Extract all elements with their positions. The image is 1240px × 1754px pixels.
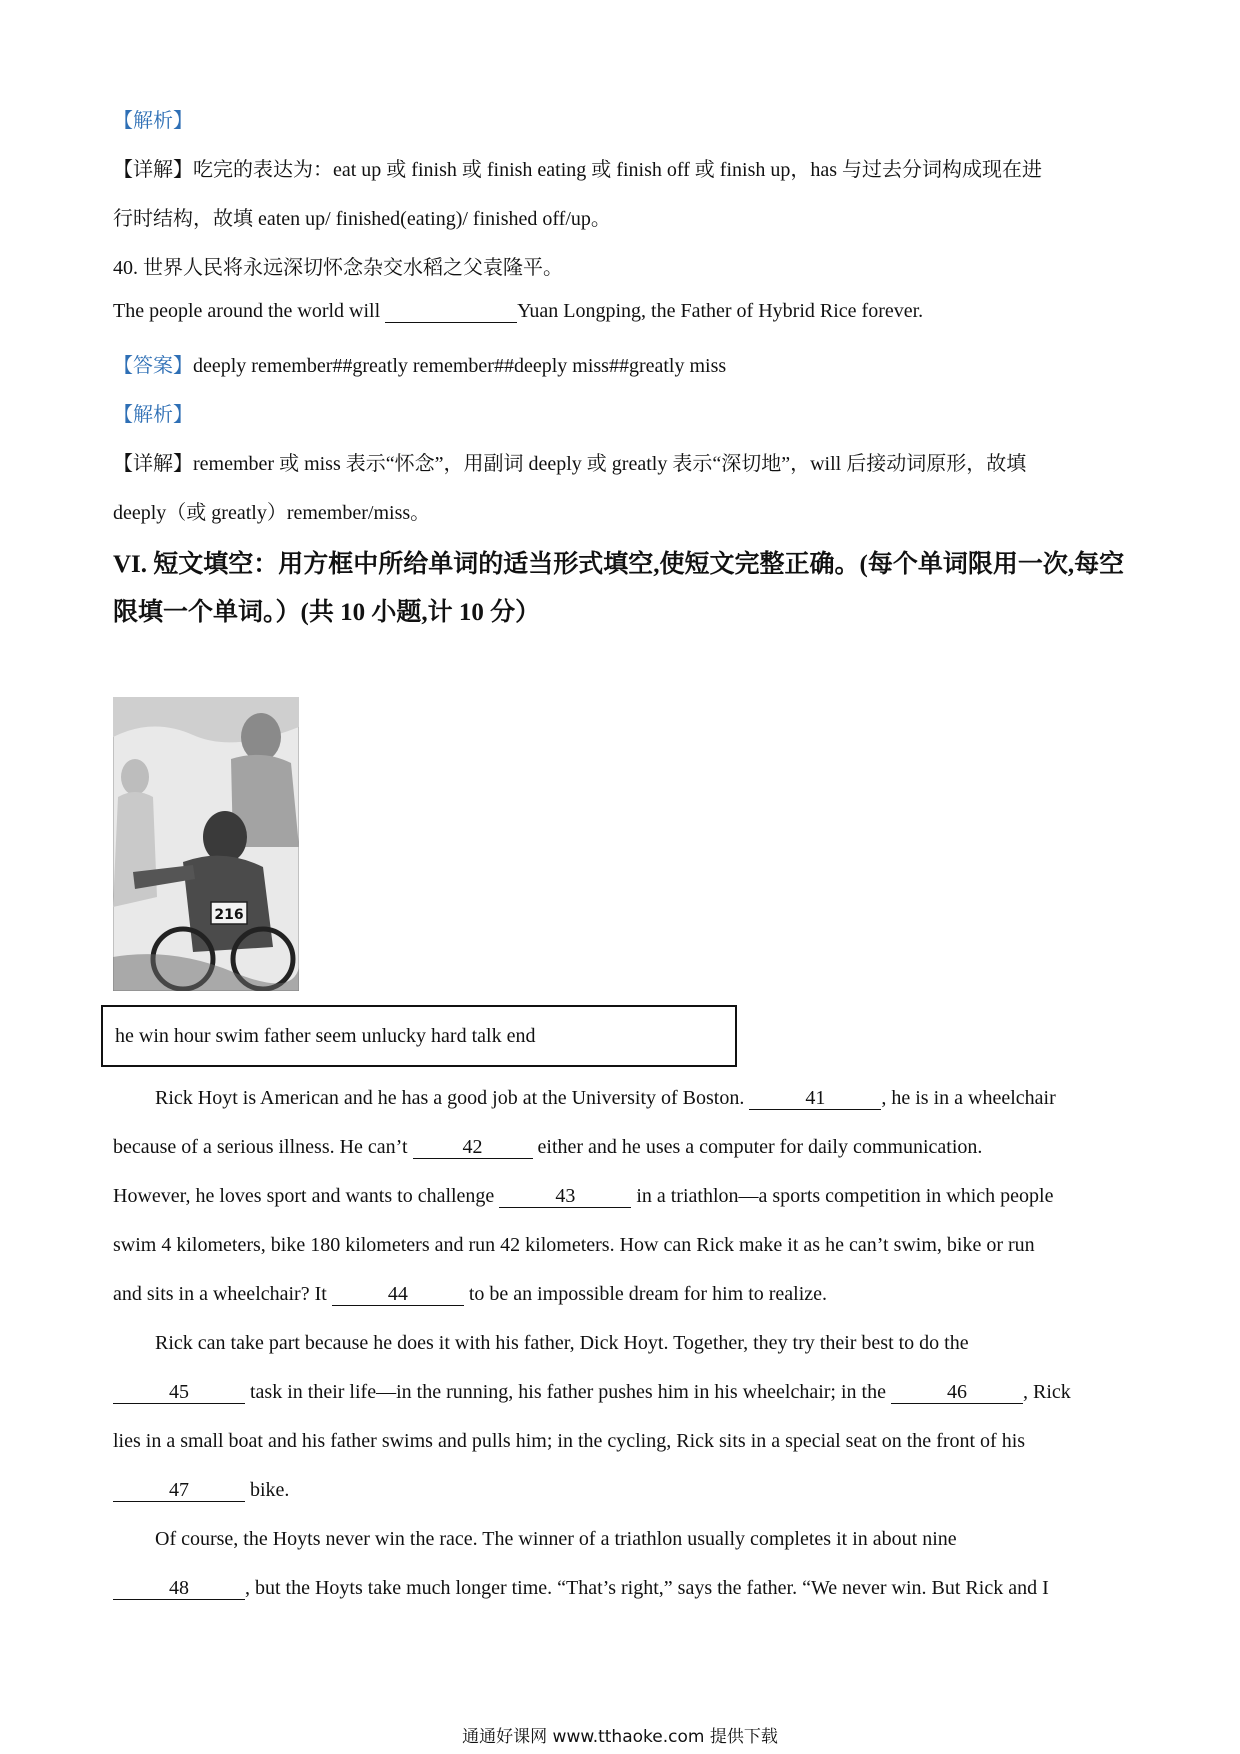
passage-line-1: Rick Hoyt is American and he has a good job at the University of Boston. 41 , he is in a wheelchair	[155, 1087, 1056, 1109]
passage-line-9: 47 bike.	[113, 1479, 289, 1502]
analysis-label-2: 【解析】	[113, 404, 193, 426]
explanation-39-line-1: 【详解】吃完的表达为：eat up 或 finish 或 finish eating 或 finish off 或 finish up，has 与过去分词构成现在进	[113, 159, 1043, 181]
passage-line-5: and sits in a wheelchair? It 44 to be an impossible dream for him to realize.	[113, 1283, 828, 1305]
explanation-40-line-1: 【详解】remember 或 miss 表示“怀念”，用副词 deeply 或 greatly 表示“深切地”，will 后接动词原形，故填	[113, 453, 1027, 475]
answer-40: 【答案】deeply remember##greatly remember##deeply miss##greatly miss	[113, 355, 727, 377]
section-heading-line-2: 限填一个单词。）(共 10 小题,计 10 分）	[113, 599, 541, 626]
passage-line-6: Rick can take part because he does it with his father, Dick Hoyt. Together, they try their best to do the	[155, 1332, 969, 1354]
blank-48: 48	[113, 1578, 245, 1600]
blank-44: 44	[332, 1284, 464, 1306]
blank-45: 45	[113, 1382, 245, 1404]
page-footer: 通通好课网 www.tthaoke.com 提供下载	[462, 1727, 778, 1747]
question-40-english: The people around the world will Yuan Longping, the Father of Hybrid Rice forever.	[113, 300, 924, 322]
section-heading-line-1: VI. 短文填空：用方框中所给单词的适当形式填空,使短文完整正确。(每个单词限用一次,每空	[113, 551, 1125, 578]
explanation-39-line-2: 行时结构，故填 eaten up/ finished(eating)/ finished off/up。	[113, 208, 611, 230]
word-bank-box: he win hour swim father seem unlucky hard talk end	[101, 1005, 737, 1067]
wheelchair-race-photo	[113, 697, 299, 991]
blank-46: 46	[891, 1382, 1023, 1404]
passage-line-11: 48 , but the Hoyts take much longer time. “That’s right,” says the father. “We never win. But Rick and I	[113, 1577, 1049, 1600]
answer-blank-40	[385, 301, 517, 323]
blank-47: 47	[113, 1480, 245, 1502]
question-40-chinese: 40. 世界人民将永远深切怀念杂交水稻之父袁隆平。	[113, 257, 563, 279]
bib-number: 216	[214, 907, 244, 923]
blank-43: 43	[499, 1186, 631, 1208]
analysis-label-1: 【解析】	[113, 110, 193, 132]
passage-line-2: because of a serious illness. He can’t 42 either and he uses a computer for daily communication.	[113, 1136, 983, 1158]
passage-line-3: However, he loves sport and wants to challenge 43 in a triathlon—a sports competition in which people	[113, 1185, 1054, 1207]
blank-42: 42	[413, 1137, 533, 1159]
explanation-40-line-2: deeply（或 greatly）remember/miss。	[113, 502, 431, 524]
blank-41: 41	[749, 1088, 881, 1110]
passage-line-7: 45 task in their life—in the running, his father pushes him in his wheelchair; in the 46 , Rick	[113, 1381, 1071, 1404]
passage-line-8: lies in a small boat and his father swims and pulls him; in the cycling, Rick sits in a special seat on the front of his	[113, 1430, 1026, 1452]
passage-line-10: Of course, the Hoyts never win the race. The winner of a triathlon usually completes it in about nine	[155, 1528, 957, 1550]
passage-line-4: swim 4 kilometers, bike 180 kilometers and run 42 kilometers. How can Rick make it as he can’t swim, bike or run	[113, 1234, 1035, 1256]
